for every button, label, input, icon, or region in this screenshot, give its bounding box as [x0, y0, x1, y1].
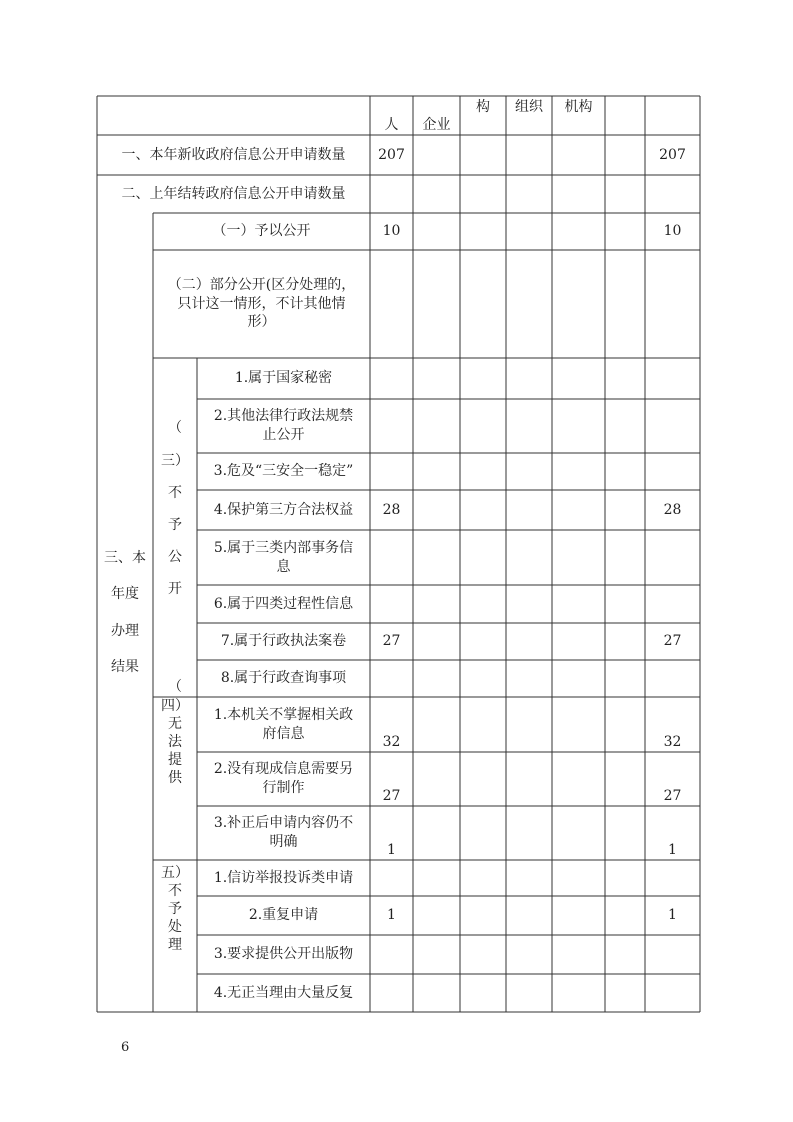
table-cell-value	[460, 806, 506, 860]
table-cell-value	[506, 135, 552, 175]
table-cell-value	[413, 399, 460, 453]
table-cell-value: 10	[663, 223, 682, 240]
row-label: 8.属于行政查询事项	[220, 670, 347, 687]
page-number: 6	[121, 1040, 130, 1055]
table-cell-value: 10	[382, 223, 401, 240]
table-cell-value	[460, 974, 506, 1012]
table-cell-value	[460, 752, 506, 806]
table-cell-value: 32	[382, 734, 401, 751]
table-cell-value	[460, 860, 506, 896]
table-cell-value	[552, 935, 605, 974]
table-cell-value	[460, 399, 506, 453]
table-cell-value	[413, 175, 460, 213]
table-cell-value	[552, 175, 605, 213]
table-cell-value	[413, 623, 460, 660]
table-cell-value	[460, 453, 506, 490]
table-cell-value	[506, 623, 552, 660]
group-label-cannot-provide: （ 四） 无 法 提 供	[161, 679, 189, 787]
table-cell-value: 28	[663, 501, 682, 518]
table-cell-value: 27	[663, 788, 682, 805]
table-cell-value	[552, 860, 605, 896]
table-cell-value	[413, 530, 460, 585]
table-cell-value	[605, 175, 645, 213]
table-cell-value	[645, 974, 700, 1012]
table-cell-value	[605, 896, 645, 935]
table-cell-value	[370, 585, 413, 623]
column-header: 组织	[515, 99, 543, 115]
row-label: 2.重复申请	[248, 907, 319, 924]
table-cell-value	[413, 697, 460, 752]
table-cell-value	[605, 399, 645, 453]
table-cell-value	[552, 585, 605, 623]
table-cell-value	[413, 490, 460, 530]
table-cell-value	[413, 935, 460, 974]
table-cell-value	[605, 806, 645, 860]
table-cell-value	[552, 697, 605, 752]
table-cell-value	[460, 530, 506, 585]
table-cell-value	[645, 453, 700, 490]
table-cell-value	[552, 399, 605, 453]
table-cell-value	[506, 358, 552, 399]
table-cell-value	[460, 135, 506, 175]
table-cell-value	[460, 358, 506, 399]
table-cell-value	[645, 660, 700, 697]
row-label: 1.信访举报投诉类申请	[213, 869, 354, 886]
table-cell-value	[506, 530, 552, 585]
column-header: 机构	[564, 99, 593, 115]
row-label: 1.本机关不掌握相关政 府信息	[213, 706, 354, 742]
column-header	[645, 96, 700, 135]
table-cell-value	[605, 623, 645, 660]
table-cell-value	[413, 806, 460, 860]
table-cell-value	[413, 250, 460, 358]
table-cell-value	[506, 806, 552, 860]
table-cell-value	[552, 135, 605, 175]
table-cell-value: 27	[663, 633, 682, 650]
table-cell-value	[645, 935, 700, 974]
table-cell-value	[552, 250, 605, 358]
table-cell-value: 1	[668, 842, 677, 859]
group-label-not-disclosed: （ 三） 不 予 公 开	[161, 420, 189, 598]
row-label: 4.保护第三方合法权益	[213, 501, 354, 518]
table-cell-value	[370, 974, 413, 1012]
table-cell-value	[370, 399, 413, 453]
table-cell-value	[506, 453, 552, 490]
table-cell-value	[645, 358, 700, 399]
table-cell-value	[506, 896, 552, 935]
table-cell-value	[605, 358, 645, 399]
table-cell-value	[506, 490, 552, 530]
table-cell-value	[605, 660, 645, 697]
table-cell-value	[552, 660, 605, 697]
table-cell-value	[552, 896, 605, 935]
table-cell-value	[506, 860, 552, 896]
table-cell-value	[413, 752, 460, 806]
table-cell-value	[370, 935, 413, 974]
table-cell-value: 27	[382, 788, 401, 805]
row-label: 2.其他法律行政法规禁 止公开	[213, 408, 354, 443]
table-cell-value	[413, 135, 460, 175]
table-cell-value	[605, 213, 645, 250]
table-cell-value	[552, 453, 605, 490]
table-cell-value	[506, 585, 552, 623]
table-cell-value	[605, 490, 645, 530]
group-label-section-three: 三、本 年度 办理 结果	[104, 549, 146, 675]
table-cell-value	[370, 453, 413, 490]
table-cell-value: 28	[382, 501, 401, 518]
table-cell-value	[552, 974, 605, 1012]
column-header: 企业	[422, 117, 451, 134]
table-cell-value	[506, 697, 552, 752]
table-cell-value	[605, 453, 645, 490]
table-cell-value	[460, 896, 506, 935]
table-cell-value	[645, 860, 700, 896]
table-cell-value	[605, 250, 645, 358]
row-label: 一、本年新收政府信息公开申请数量	[121, 146, 346, 163]
table-cell-value	[370, 175, 413, 213]
table-cell-value	[506, 752, 552, 806]
table-cell-value	[552, 358, 605, 399]
row-label: （二）部分公开(区分处理的， 只计这一情形，不计其他情 形）	[167, 276, 356, 331]
table-cell-value	[552, 806, 605, 860]
table-cell-value	[413, 660, 460, 697]
table-cell-value	[645, 250, 700, 358]
table-cell-value	[605, 585, 645, 623]
table-cell-value	[413, 358, 460, 399]
table-cell-value	[413, 585, 460, 623]
table-cell-value	[370, 358, 413, 399]
table-cell-value	[645, 585, 700, 623]
table-cell-value	[605, 935, 645, 974]
column-header	[605, 96, 645, 135]
table-cell-value	[370, 860, 413, 896]
column-header: 人	[384, 117, 399, 134]
table-cell-value	[506, 213, 552, 250]
row-label: 6.属于四类过程性信息	[213, 595, 354, 612]
table-cell-value	[506, 974, 552, 1012]
table-cell-value	[460, 175, 506, 213]
table-cell-value: 1	[668, 907, 677, 924]
table-cell-value	[605, 530, 645, 585]
table-cell-value	[605, 752, 645, 806]
table-cell-value	[506, 250, 552, 358]
column-header-blank	[97, 96, 370, 135]
table-cell-value	[552, 752, 605, 806]
table-cell-value: 27	[382, 633, 401, 650]
table-cell-value	[460, 490, 506, 530]
table-cell-value	[605, 974, 645, 1012]
table-cell-value	[645, 175, 700, 213]
table-cell-value	[413, 453, 460, 490]
table-cell-value	[460, 660, 506, 697]
group-label-not-processed: 五） 不 予 处 理	[161, 864, 189, 954]
table-cell-value	[506, 660, 552, 697]
table-cell-value	[413, 896, 460, 935]
table-cell-value	[506, 935, 552, 974]
row-label: （一）予以公开	[212, 223, 311, 240]
row-label: 1.属于国家秘密	[234, 370, 333, 387]
table-cell-value	[552, 213, 605, 250]
table-cell-value	[605, 135, 645, 175]
row-label: 二、上年结转政府信息公开申请数量	[121, 185, 346, 202]
table-cell-value	[370, 660, 413, 697]
table-cell-value	[506, 175, 552, 213]
table-cell-value	[370, 530, 413, 585]
table-cell-value	[645, 530, 700, 585]
table-cell-value	[506, 399, 552, 453]
table-cell-value	[645, 399, 700, 453]
table-cell-value	[413, 213, 460, 250]
table-cell-value	[413, 860, 460, 896]
table-cell-value	[605, 860, 645, 896]
table-cell-value	[460, 585, 506, 623]
table-cell-value	[460, 935, 506, 974]
row-label: 7.属于行政执法案卷	[220, 633, 347, 650]
table-cell-value	[413, 974, 460, 1012]
row-label: 4.无正当理由大量反复	[213, 984, 354, 1001]
table-cell-value: 207	[659, 146, 686, 163]
table-cell-value: 1	[387, 907, 396, 924]
table-cell-value	[460, 623, 506, 660]
table-cell-value	[370, 250, 413, 358]
table-cell-value	[605, 697, 645, 752]
table-cell-value	[552, 530, 605, 585]
row-label: 5.属于三类内部事务信 息	[213, 539, 354, 575]
row-label: 2.没有现成信息需要另 行制作	[213, 761, 354, 796]
row-label: 3.危及“三安全一稳定”	[213, 463, 354, 480]
column-header: 构	[476, 99, 490, 115]
table-cell-value	[460, 250, 506, 358]
table-cell-value	[460, 213, 506, 250]
table-cell-value	[552, 623, 605, 660]
table-cell-value	[552, 490, 605, 530]
table-cell-value: 207	[378, 146, 405, 163]
row-label: 3.要求提供公开出版物	[213, 946, 354, 963]
table-cell-value: 1	[387, 842, 396, 859]
table-cell-value	[460, 697, 506, 752]
row-label: 3.补正后申请内容仍不 明确	[213, 815, 354, 850]
table-cell-value: 32	[663, 734, 682, 751]
